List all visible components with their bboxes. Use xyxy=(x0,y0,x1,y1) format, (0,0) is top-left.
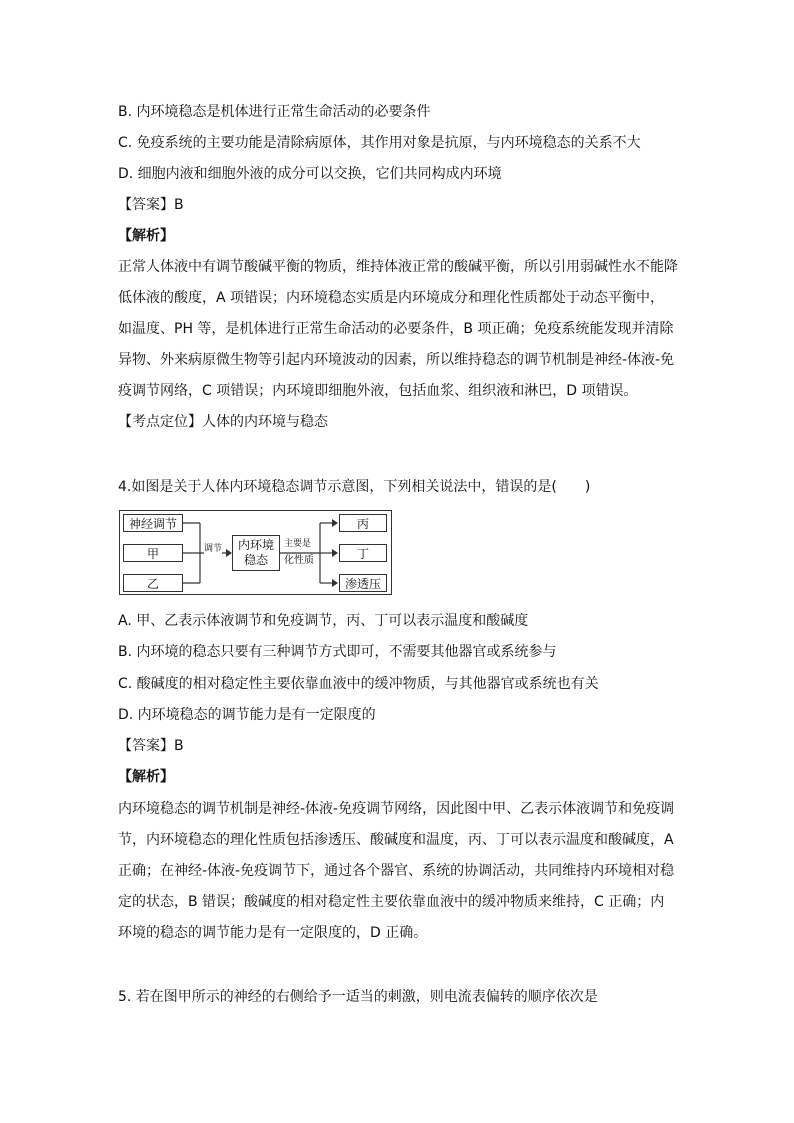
homeostasis-line2: 稳态 xyxy=(243,553,268,567)
q4-answer: 【答案】B xyxy=(118,738,184,754)
box-jia: 甲 xyxy=(123,544,183,562)
q3-analysis-title: 【解析】 xyxy=(118,228,174,244)
homeostasis-line1: 内环境 xyxy=(237,538,274,552)
q4-analysis-title: 【解析】 xyxy=(118,769,174,785)
box-osmotic-pressure: 渗透压 xyxy=(339,574,387,592)
box-yi: 乙 xyxy=(123,574,183,592)
q3-option-c: C. 免疫系统的主要功能是清除病原体，其作用对象是抗原，与内环境稳态的关系不大 xyxy=(118,135,641,151)
q5-stem: 5. 若在图甲所示的神经的右侧给予一适当的刺激，则电流表偏转的顺序依次是 xyxy=(118,989,598,1005)
q4-option-a: A. 甲、乙表示体液调节和免疫调节，丙、丁可以表示温度和酸碱度 xyxy=(118,613,529,629)
q3-option-b: B. 内环境稳态是机体进行正常生命活动的必要条件 xyxy=(118,104,431,120)
box-ding: 丁 xyxy=(339,544,387,562)
label-main-line1: 主要是 xyxy=(284,539,312,549)
q4-option-d: D. 内环境稳态的调节能力是有一定限度的 xyxy=(118,707,376,723)
box-neural-regulation: 神经调节 xyxy=(123,514,183,532)
box-bing: 丙 xyxy=(339,514,387,532)
regulation-diagram xyxy=(119,510,392,595)
label-main-properties xyxy=(284,539,311,549)
label-main-line2: 化性质 xyxy=(284,555,314,566)
q4-option-b: B. 内环境的稳态只要有三种调节方式即可，不需要其他器官或系统参与 xyxy=(118,644,557,660)
label-regulation: 调节 xyxy=(204,541,222,554)
box-homeostasis xyxy=(232,535,280,571)
q4-analysis: 内环境稳态的调节机制是神经-体液-免疫调节网络，因此图中甲、乙表示体液调节和免疫调节，内环境稳态的理化性质包括渗透压、酸碱度和温度，丙、丁可以表示温度和酸碱度，A 正确；在神经-体液-免疫调节下，通过各个器官、系统的协调活动，共同维持内环境相对稳定的状态，B 错误；酸碱度的相对稳定性主要依靠血液中的缓冲物质来维持，C 正确；内环境的稳态的调节能力是有一定限度的，D 正确。 xyxy=(118,801,675,941)
q3-answer: 【答案】B xyxy=(118,197,184,213)
label-properties xyxy=(284,556,314,566)
q4-stem: 4.如图是关于人体内环境稳态调节示意图，下列相关说法中，错误的是( ) xyxy=(118,479,591,495)
q4-option-c: C. 酸碱度的相对稳定性主要依靠血液中的缓冲物质，与其他器官或系统也有关 xyxy=(118,676,599,692)
q3-kaodian: 【考点定位】人体的内环境与稳态 xyxy=(118,414,328,430)
q3-option-d: D. 细胞内液和细胞外液的成分可以交换，它们共同构成内环境 xyxy=(118,166,502,182)
q3-analysis: 正常人体液中有调节酸碱平衡的物质，维持体液正常的酸碱平衡，所以引用弱碱性水不能降低体液的酸度，A 项错误；内环境稳态实质是内环境成分和理化性质都处于动态平衡中，如温度、PH 等，是机体进行正常生命活动的必要条件，B 项正确；免疫系统能发现并清除异物、外来病原微生物等引起内环境波动的因素，所以维持稳态的调节机制是神经-体液-免疫调节网络，C 项错误；内环境即细胞外液，包括血浆、组织液和淋巴，D 项错误。 xyxy=(118,259,678,399)
